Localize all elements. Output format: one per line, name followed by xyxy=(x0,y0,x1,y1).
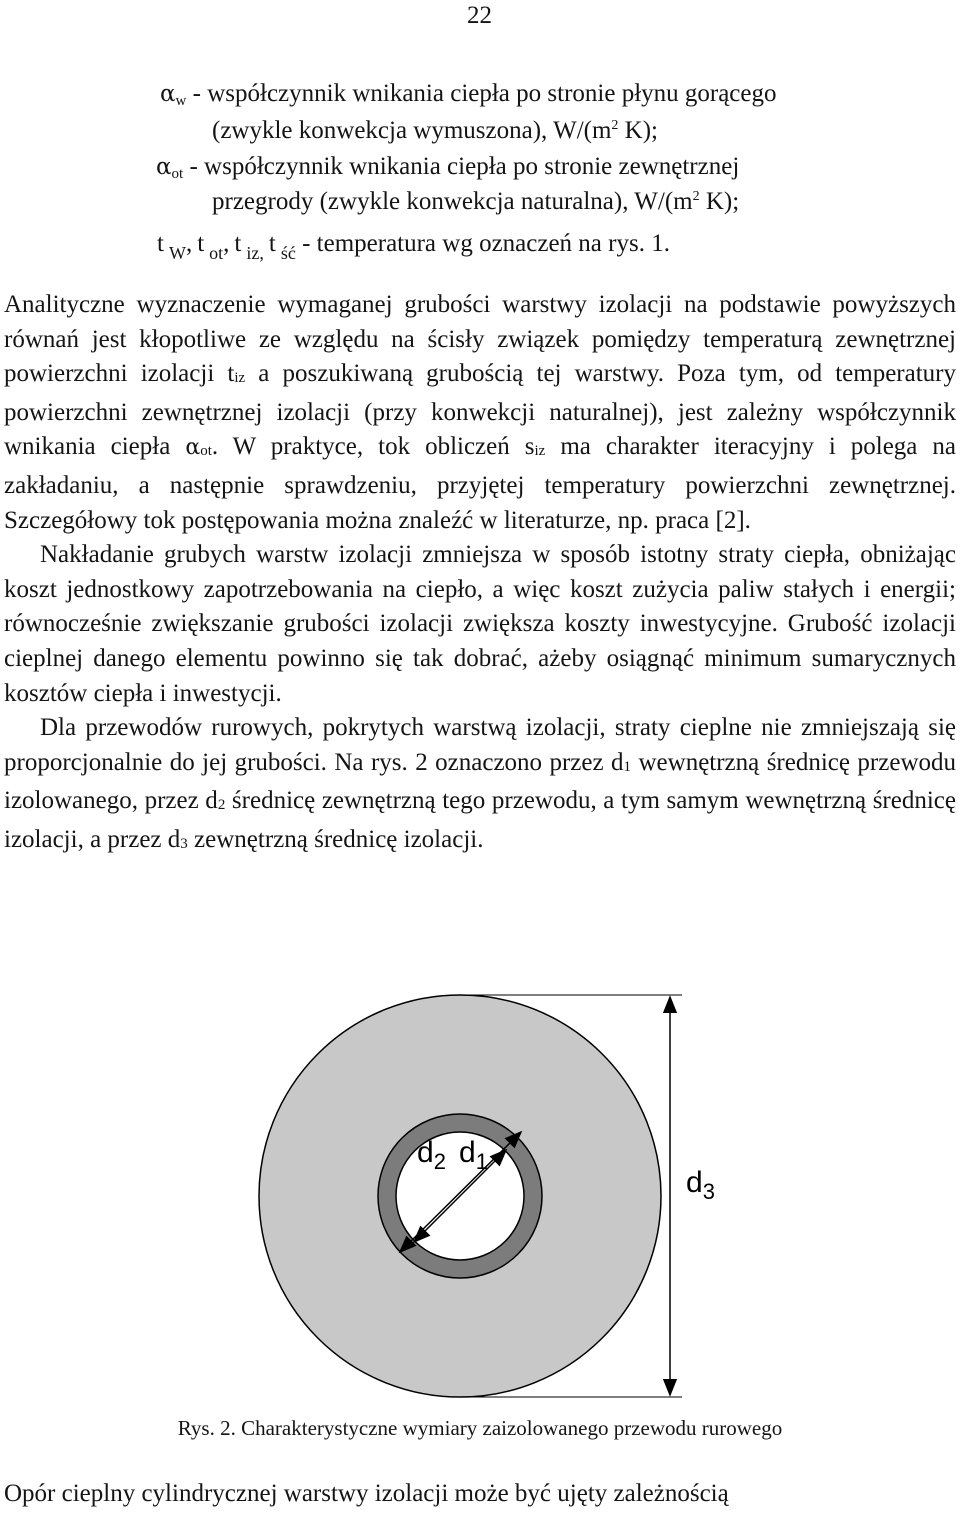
alpha-ot-unit-sup: 2 xyxy=(692,189,700,204)
page-number: 22 xyxy=(467,2,492,29)
t-sub-sc: ść xyxy=(280,243,296,263)
p3-text-d: zewnętrzną średnicę izolacji. xyxy=(187,825,484,853)
t-symbol: t xyxy=(157,230,164,257)
p3-text-a: Dla przewodów rurowych, pokrytych warstwą izolacji, straty cieplne nie zmniejszają się proporcjonalnie do jej grubości. Na rys. 2 oznaczono przez d xyxy=(4,714,956,776)
p3-sub-2: 2 xyxy=(217,797,226,814)
p3-text-b: wewnętrzną średnicę przewodu izolowanego, przez d xyxy=(4,748,956,815)
t-symbol: t xyxy=(234,230,242,257)
label-d3: $d_3$ xyxy=(686,1166,715,1204)
t-sub-ot: ot xyxy=(209,243,224,263)
alpha-ot-description: - współczynnik wnikania ciepła po stronie zewnętrznej xyxy=(183,153,740,180)
p1-text-c: . W praktyce, tok obliczeń s xyxy=(211,433,535,461)
label-d1: $d_1$ xyxy=(459,1136,488,1174)
sep: , xyxy=(223,230,230,257)
temperature-description: - temperatura wg oznaczeń na rys. 1. xyxy=(295,230,670,257)
paragraph-2: Nakładanie grubych warstw izolacji zmniejsza w sposób istotny straty ciepła, obniżając koszt jednostkowy zapotrzebowania na ciepło, a więc koszt zużycia paliw stałych i energii; równocześnie zwiększanie grubości izolacji zwiększa koszty inwestycyjne. Grubość izolacji cieplnej danego elementu powinno się tak dobrać, ażeby osiągnąć minimum sumarycznych kosztów ciepła i inwestycji. xyxy=(4,541,956,707)
t-symbol: t xyxy=(268,230,276,257)
t-sub-iz: iz, xyxy=(246,243,264,263)
p3-sub-3: 3 xyxy=(180,835,188,852)
alpha-w-unit-suffix: K); xyxy=(618,117,658,144)
closing-line: Opór cieplny cylindrycznej warstwy izolacji może być ujęty zależnością xyxy=(4,1480,729,1507)
t-symbol: t xyxy=(197,230,205,257)
p3-text-c: średnicę zewnętrzną tego przewodu, a tym samym wewnętrzną średnicę izolacji, a przez d xyxy=(4,787,956,853)
t-sub-w: W xyxy=(168,243,186,263)
p1-text-a: Analityczne wyznaczenie wymaganej grubości warstwy izolacji na podstawie powyższych równań jest kłopotliwe ze względu na ścisły związek pomiędzy temperaturą zewnętrznej powierzchni izolacji t xyxy=(4,291,956,388)
p1-sub-ot: ot xyxy=(200,443,212,460)
p1-sub-iz: iz xyxy=(234,370,246,387)
alpha-symbol: α xyxy=(156,154,172,180)
alpha-ot-unit-prefix: przegrody (zwykle konwekcja naturalna), W/(m xyxy=(212,188,693,215)
alpha-symbol: α xyxy=(185,435,201,461)
p1-sub-iz2: iz xyxy=(534,443,546,460)
p3-sub-1: 1 xyxy=(623,758,632,775)
alpha-symbol: α xyxy=(160,81,176,107)
p1-text-d: ma charakter iteracyjny i polega na zakładaniu, a następnie sprawdzeniu, przyjętej temperatury powierzchni zewnętrznej. Szczegółowy tok postępowania można znaleźć w literaturze, np. praca [2]. xyxy=(4,433,957,534)
figure-caption: Rys. 2. Charakterystyczne wymiary zaizolowanego przewodu rurowego xyxy=(177,1416,783,1440)
alpha-w-unit-sup: 2 xyxy=(611,118,619,133)
alpha-w-description: - współczynnik wnikania ciepła po stronie płynu gorącego xyxy=(186,80,777,107)
alpha-w-subscript: w xyxy=(175,93,187,109)
sep: , xyxy=(185,230,193,257)
alpha-ot-subscript: ot xyxy=(171,166,184,182)
alpha-ot-unit-suffix: K); xyxy=(699,188,740,215)
p1-text-b: a poszukiwaną grubością tej warstwy. Poza tym, od temperatury powierzchni zewnętrznej izolacji (przy konwekcji naturalnej), jest zależny współczynnik wnikania ciepła xyxy=(4,360,956,461)
label-d2: $d_2$ xyxy=(417,1136,446,1174)
alpha-w-unit-prefix: (zwykle konwekcja wymuszona), W/(m xyxy=(212,117,612,144)
